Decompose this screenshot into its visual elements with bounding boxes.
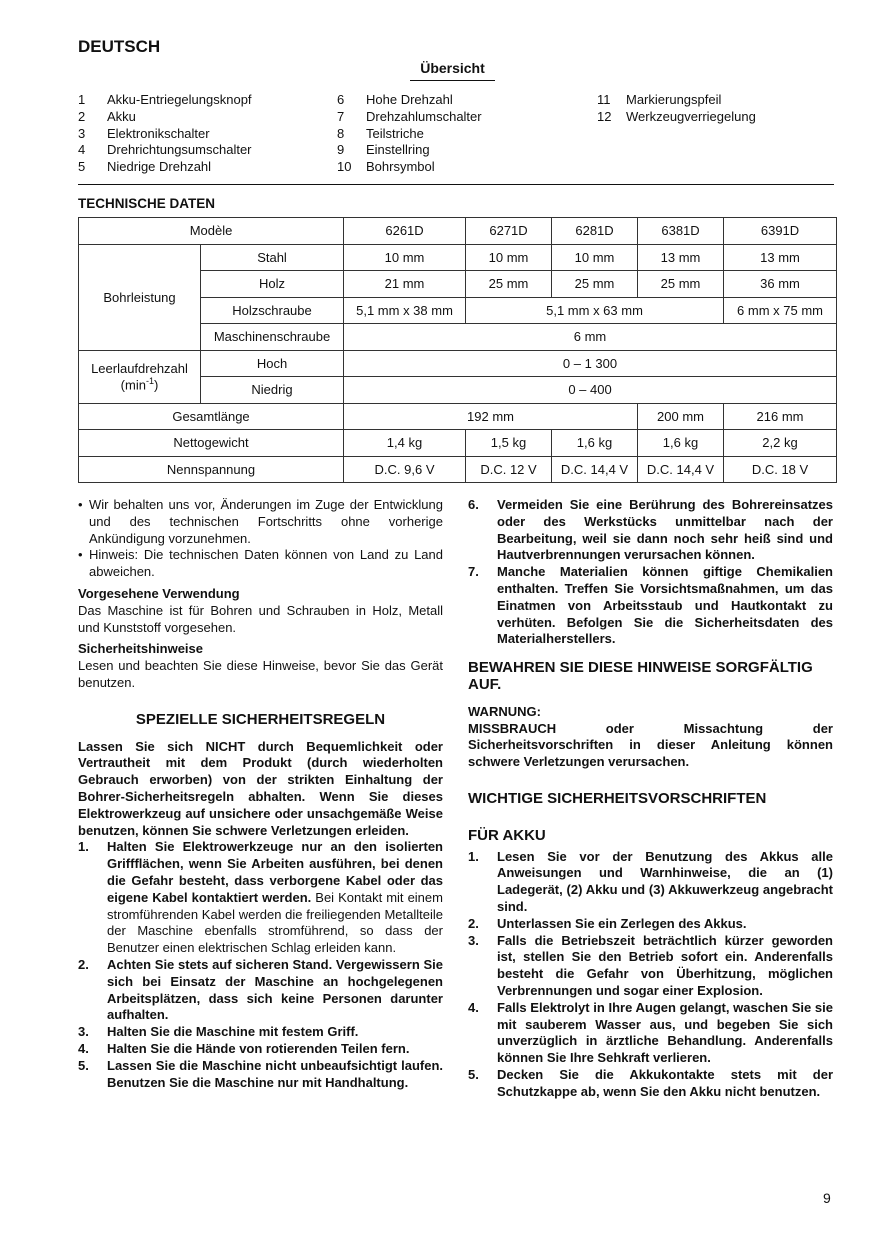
table-cell: 5,1 mm x 38 mm — [344, 297, 466, 324]
table-cell: 25 mm — [552, 271, 638, 298]
list-item: 4. Halten Sie die Hände von rotierenden Teilen fern. — [78, 1040, 410, 1056]
rules-continued-list — [468, 497, 833, 648]
list-item: • Wir behalten uns vor, Änderungen im Zuge der Entwicklung und des technischen Fortschritts ohne vorherige Ankündigung vorzunehmen. — [78, 497, 443, 546]
row-label: Nettogewicht — [79, 430, 344, 457]
list-item: 4. Falls Elektrolyt in Ihre Augen gelangt, waschen Sie sie mit sauberem Wasser aus, und begeben Sie sich unverzüglich in ärztliche Behandlung. Anderenfalls können Sie Ihre Sehkraft verlieren. — [468, 999, 833, 1066]
model-cell: 6261D — [344, 218, 466, 245]
language-heading: DEUTSCH — [78, 37, 161, 56]
special-rules-title: SPEZIELLE SICHERHEITSREGELN — [135, 710, 386, 728]
overview-title: Übersicht — [410, 60, 495, 81]
table-cell: 25 mm — [466, 271, 552, 298]
parts-list-col-2 — [337, 92, 587, 176]
table-cell: 1,6 kg — [552, 430, 638, 457]
warning-label: WARNUNG: — [468, 703, 541, 719]
model-cell: 6391D — [724, 218, 837, 245]
table-cell: D.C. 9,6 V — [344, 456, 466, 483]
list-item: 1. Lesen Sie vor der Benutzung des Akkus alle Anweisungen und Warnhinweise, die an (1) Ladegerät, (2) Akku und (3) Akkuwerkzeug angebracht sind. — [468, 848, 833, 914]
part-item: 8 Teilstriche — [337, 125, 424, 141]
part-item: 9 Einstellring — [337, 142, 430, 158]
part-item: 12 Werkzeugverriegelung — [597, 108, 756, 124]
special-rules-intro: Lassen Sie sich NICHT durch Bequemlichkeit oder Vertrautheit mit dem Produkt (durch wiederholten Gebrauch erworben) von der strikten Einhaltung der Bohrer-Sicherheitsregeln abhalten. Wenn Sie dieses Elektrowerkzeug auf unsichere oder unsachgemäße Weise benutzen, können Sie schwere Verletzungen erleiden. — [78, 738, 443, 838]
special-rules-list — [78, 839, 443, 1091]
list-item: 1. Halten Sie Elektrowerkzeuge nur an den isolierten Griffflächen, wenn Sie Arbeiten ausführen, bei denen die Gefahr besteht, dass verborgene Kabel oder das eigene Kabel kontaktiert werden. Bei Kontakt mit einem stromführenden Kabel werden die freiliegenden Metallteile der Maschine ebenfalls stromführend, so dass der Benutzer einen elektrischen Schlag erleiden kann. — [78, 839, 443, 956]
safety-title: Sicherheitshinweise — [78, 641, 203, 657]
list-item: 6. Vermeiden Sie eine Berührung des Bohrereinsatzes oder des Werkstücks unmittelbar nach der Bearbeitung, weil sie dann noch sehr heiß sind und Hautverbrennungen verursachen können. — [468, 497, 833, 563]
row-label: Nennspannung — [79, 456, 344, 483]
left-column — [78, 497, 443, 1091]
table-cell: 192 mm — [344, 403, 638, 430]
important-safety-title: WICHTIGE SICHERHEITSVORSCHRIFTEN — [468, 789, 767, 807]
table-cell: D.C. 14,4 V — [638, 456, 724, 483]
table-cell: 13 mm — [638, 244, 724, 271]
keep-instructions-title: BEWAHREN SIE DIESE HINWEISE SORGFÄLTIG AUF. — [468, 659, 813, 693]
model-cell: 6271D — [466, 218, 552, 245]
bohrleistung-label: Bohrleistung — [79, 244, 201, 350]
table-cell: 5,1 mm x 63 mm — [466, 297, 724, 324]
table-row — [79, 218, 837, 245]
warning-text: MISSBRAUCH oder Missachtung der Sicherheitsvorschriften in dieser Anleitung können schwere Verletzungen verursachen. — [468, 720, 833, 770]
table-cell: 25 mm — [638, 271, 724, 298]
safety-text: Lesen und beachten Sie diese Hinweise, bevor Sie das Gerät benutzen. — [78, 658, 443, 690]
table-cell: 21 mm — [344, 271, 466, 298]
battery-rules-list — [468, 849, 833, 1101]
parts-list-col-1 — [78, 92, 328, 176]
row-label: Hoch — [201, 350, 344, 377]
part-item: 5 Niedrige Drehzahl — [78, 159, 212, 175]
table-cell: 1,6 kg — [638, 430, 724, 457]
list-item: 7. Manche Materialien können giftige Chemikalien enthalten. Treffen Sie Vorsichtsmaßnahmen, um das Einatmen von Arbeitsstaub und Hautkontakt zu verhüten. Befolgen Sie die Sicherheitsdaten des Materialherstellers. — [468, 564, 833, 647]
table-cell: 216 mm — [724, 403, 837, 430]
row-label: Maschinenschraube — [201, 324, 344, 351]
table-cell: 1,5 kg — [466, 430, 552, 457]
list-item: 3. Halten Sie die Maschine mit festem Griff. — [78, 1024, 359, 1040]
parts-list-col-3 — [597, 92, 834, 126]
usage-title: Vorgesehene Verwendung — [78, 585, 240, 601]
model-cell: 6281D — [552, 218, 638, 245]
right-column — [468, 497, 833, 1101]
table-cell: 0 – 400 — [344, 377, 837, 404]
list-item: 3. Falls die Betriebszeit beträchtlich kürzer geworden ist, stellen Sie den Betrieb sofort ein. Anderenfalls besteht die Gefahr von Überhitzung, möglichen Verbrennungen und sogar einer Explosion. — [468, 932, 833, 998]
row-label: Holzschraube — [201, 297, 344, 324]
table-cell: D.C. 12 V — [466, 456, 552, 483]
usage-text: Das Maschine ist für Bohren und Schrauben in Holz, Metall und Kunststoff vorgesehen. — [78, 602, 443, 635]
part-item: 4 Drehrichtungsumschalter — [78, 142, 252, 158]
leerlauf-label: Leerlaufdrehzahl $(\min^{-1})$ — [79, 350, 201, 403]
model-cell: 6381D — [638, 218, 724, 245]
table-cell: 10 mm — [466, 244, 552, 271]
specs-title: TECHNISCHE DATEN — [78, 196, 216, 211]
part-item: 2 Akku — [78, 108, 136, 124]
table-cell: 6 mm — [344, 324, 837, 351]
table-cell: 36 mm — [724, 271, 837, 298]
table-cell: 2,2 kg — [724, 430, 837, 457]
list-item: 5. Lassen Sie die Maschine nicht unbeaufsichtigt laufen. Benutzen Sie die Maschine nur mit Handhaltung. — [78, 1057, 443, 1090]
specs-table — [78, 217, 837, 483]
table-cell: D.C. 14,4 V — [552, 456, 638, 483]
row-label: Gesamtlänge — [79, 403, 344, 430]
battery-title: FÜR AKKU — [468, 826, 546, 844]
part-item: 7 Drehzahlumschalter — [337, 108, 482, 124]
part-item: 11 Markierungspfeil — [597, 92, 722, 107]
row-label: Niedrig — [201, 377, 344, 404]
row-label: Stahl — [201, 244, 344, 271]
list-item: 2. Achten Sie stets auf sicheren Stand. Vergewissern Sie sich bei Einsatz der Maschine an hochgelegenen Arbeitsplätzen, dass sich keine Personen darunter aufhalten. — [78, 956, 443, 1023]
table-row — [79, 403, 837, 430]
table-cell: 1,4 kg — [344, 430, 466, 457]
part-item: 3 Elektronikschalter — [78, 125, 210, 141]
table-row — [79, 244, 837, 271]
table-cell: 10 mm — [344, 244, 466, 271]
section-divider — [78, 184, 834, 185]
table-row — [79, 430, 837, 457]
table-cell: 0 – 1 300 — [344, 350, 837, 377]
list-item: 2. Unterlassen Sie ein Zerlegen des Akkus. — [468, 915, 747, 931]
table-cell: 6 mm x 75 mm — [724, 297, 837, 324]
table-cell: 200 mm — [638, 403, 724, 430]
list-item: 5. Decken Sie die Akkukontakte stets mit der Schutzkappe ab, wenn Sie den Akku nicht benutzen. — [468, 1066, 833, 1099]
table-row — [79, 456, 837, 483]
part-item: 6 Hohe Drehzahl — [337, 92, 453, 107]
table-cell: 10 mm — [552, 244, 638, 271]
list-item: • Hinweis: Die technischen Daten können von Land zu Land abweichen. — [78, 547, 443, 580]
table-cell: D.C. 18 V — [724, 456, 837, 483]
page-number: 9 — [823, 1190, 831, 1206]
model-label: Modèle — [79, 218, 344, 245]
row-label: Holz — [201, 271, 344, 298]
table-row — [79, 350, 837, 377]
part-item: 10 Bohrsymbol — [337, 159, 435, 175]
part-item: 1 Akku-Entriegelungsknopf — [78, 92, 252, 107]
table-cell: 13 mm — [724, 244, 837, 271]
